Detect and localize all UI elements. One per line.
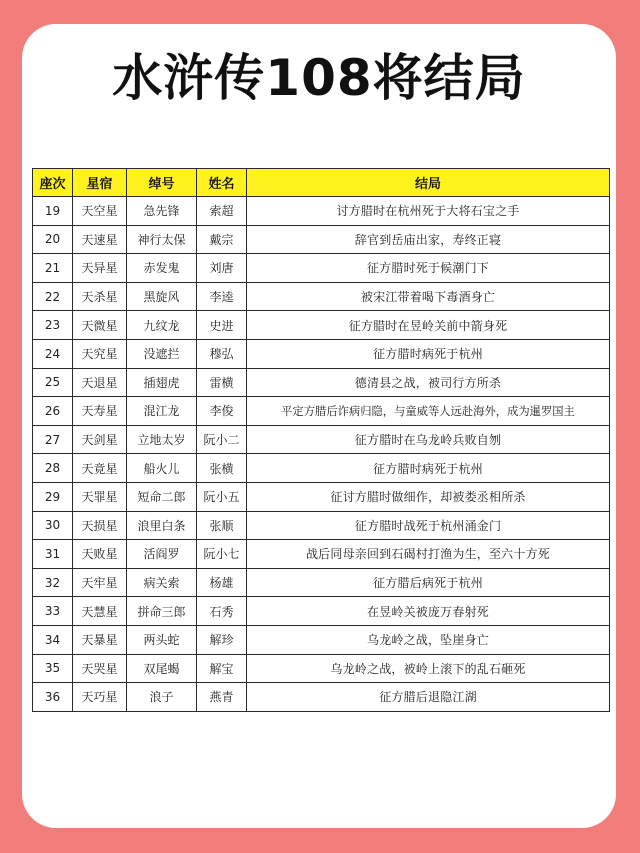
page-title: 水浒传108将结局 (112, 49, 526, 107)
cell-nickname: 神行太保 (127, 225, 197, 254)
cell-ending: 辞官到岳庙出家，寿终正寝 (247, 225, 610, 254)
cell-ending: 讨方腊时在杭州死于大将石宝之手 (247, 197, 610, 226)
header-name: 姓名 (197, 169, 247, 197)
cell-rank: 27 (33, 425, 73, 454)
cell-rank: 26 (33, 397, 73, 426)
cell-ending: 德清县之战，被司行方所杀 (247, 368, 610, 397)
cell-name: 雷横 (197, 368, 247, 397)
cell-name: 解珍 (197, 625, 247, 654)
cell-name: 张横 (197, 454, 247, 483)
cell-rank: 35 (33, 654, 73, 683)
cell-nickname: 没遮拦 (127, 339, 197, 368)
cell-star: 天退星 (73, 368, 127, 397)
table-row (33, 683, 610, 712)
cell-nickname: 立地太岁 (127, 425, 197, 454)
cell-star: 天哭星 (73, 654, 127, 683)
cell-name: 阮小二 (197, 425, 247, 454)
header-nickname: 绰号 (127, 169, 197, 197)
cell-star: 天竟星 (73, 454, 127, 483)
cell-nickname: 浪子 (127, 683, 197, 712)
cell-star: 天杀星 (73, 282, 127, 311)
cell-name: 燕青 (197, 683, 247, 712)
cell-star: 天慧星 (73, 597, 127, 626)
cell-rank: 34 (33, 625, 73, 654)
cell-name: 索超 (197, 197, 247, 226)
cell-star: 天罪星 (73, 482, 127, 511)
cell-star: 天剑星 (73, 425, 127, 454)
cell-ending: 乌龙岭之战，被岭上滚下的乱石砸死 (247, 654, 610, 683)
cell-rank: 33 (33, 597, 73, 626)
cell-rank: 22 (33, 282, 73, 311)
cell-nickname: 双尾蝎 (127, 654, 197, 683)
cell-nickname: 赤发鬼 (127, 254, 197, 283)
cell-ending: 征方腊时病死于杭州 (247, 339, 610, 368)
cell-star: 天暴星 (73, 625, 127, 654)
cell-ending: 征方腊后退隐江湖 (247, 683, 610, 712)
cell-ending: 征方腊时在昱岭关前中箭身死 (247, 311, 610, 340)
cell-star: 天损星 (73, 511, 127, 540)
table-row (33, 254, 610, 283)
table-row (33, 397, 610, 426)
cell-nickname: 两头蛇 (127, 625, 197, 654)
cell-nickname: 病关索 (127, 568, 197, 597)
cell-name: 解宝 (197, 654, 247, 683)
cell-name: 杨雄 (197, 568, 247, 597)
table-row (33, 482, 610, 511)
cell-name: 阮小七 (197, 540, 247, 569)
cell-rank: 25 (33, 368, 73, 397)
cell-rank: 32 (33, 568, 73, 597)
cell-name: 穆弘 (197, 339, 247, 368)
header-ending: 结局 (247, 169, 610, 197)
cell-nickname: 混江龙 (127, 397, 197, 426)
table-row (33, 311, 610, 340)
table-row (33, 454, 610, 483)
table-header-row (33, 169, 610, 197)
cell-ending: 征方腊时死于候潮门下 (247, 254, 610, 283)
cell-ending: 战后同母亲回到石碣村打渔为生，至六十方死 (247, 540, 610, 569)
cell-name: 石秀 (197, 597, 247, 626)
table-row (33, 225, 610, 254)
cell-star: 天异星 (73, 254, 127, 283)
cell-nickname: 浪里白条 (127, 511, 197, 540)
cell-ending: 在昱岭关被庞万春射死 (247, 597, 610, 626)
cell-nickname: 急先锋 (127, 197, 197, 226)
cell-star: 天究星 (73, 339, 127, 368)
table-row (33, 540, 610, 569)
cell-rank: 29 (33, 482, 73, 511)
cell-rank: 20 (33, 225, 73, 254)
cell-nickname: 黑旋风 (127, 282, 197, 311)
table-row (33, 597, 610, 626)
cell-name: 戴宗 (197, 225, 247, 254)
cell-ending: 征讨方腊时做细作，却被娄丞相所杀 (247, 482, 610, 511)
cell-rank: 24 (33, 339, 73, 368)
cell-ending: 征方腊时战死于杭州涌金门 (247, 511, 610, 540)
cell-star: 天空星 (73, 197, 127, 226)
cell-rank: 30 (33, 511, 73, 540)
cell-star: 天牢星 (73, 568, 127, 597)
cell-ending: 平定方腊后诈病归隐，与童威等人远赴海外，成为暹罗国主 (247, 397, 610, 426)
cell-nickname: 船火儿 (127, 454, 197, 483)
cell-star: 天败星 (73, 540, 127, 569)
cell-name: 刘唐 (197, 254, 247, 283)
cell-star: 天速星 (73, 225, 127, 254)
table-row (33, 425, 610, 454)
cell-nickname: 九纹龙 (127, 311, 197, 340)
cell-ending: 被宋江带着喝下毒酒身亡 (247, 282, 610, 311)
cell-name: 阮小五 (197, 482, 247, 511)
cell-name: 李逵 (197, 282, 247, 311)
table-body (33, 197, 610, 712)
table-row (33, 625, 610, 654)
table-row (33, 568, 610, 597)
cell-ending: 征方腊时病死于杭州 (247, 454, 610, 483)
cell-star: 天寿星 (73, 397, 127, 426)
table-row (33, 368, 610, 397)
cell-rank: 31 (33, 540, 73, 569)
table-row (33, 654, 610, 683)
cell-star: 天巧星 (73, 683, 127, 712)
cell-rank: 23 (33, 311, 73, 340)
cell-ending: 征方腊后病死于杭州 (247, 568, 610, 597)
cell-nickname: 拼命三郎 (127, 597, 197, 626)
table-row (33, 339, 610, 368)
cell-nickname: 短命二郎 (127, 482, 197, 511)
cell-nickname: 插翅虎 (127, 368, 197, 397)
table-row (33, 197, 610, 226)
table-row (33, 511, 610, 540)
header-rank: 座次 (33, 169, 73, 197)
table-row (33, 282, 610, 311)
cell-ending: 征方腊时在乌龙岭兵败自刎 (247, 425, 610, 454)
content-card (22, 24, 616, 828)
cell-name: 李俊 (197, 397, 247, 426)
cell-rank: 19 (33, 197, 73, 226)
cell-ending: 乌龙岭之战，坠崖身亡 (247, 625, 610, 654)
cell-rank: 36 (33, 683, 73, 712)
cell-name: 史进 (197, 311, 247, 340)
header-star: 星宿 (73, 169, 127, 197)
outcomes-table (32, 168, 610, 712)
cell-nickname: 活阎罗 (127, 540, 197, 569)
cell-star: 天微星 (73, 311, 127, 340)
cell-name: 张顺 (197, 511, 247, 540)
cell-rank: 28 (33, 454, 73, 483)
cell-rank: 21 (33, 254, 73, 283)
